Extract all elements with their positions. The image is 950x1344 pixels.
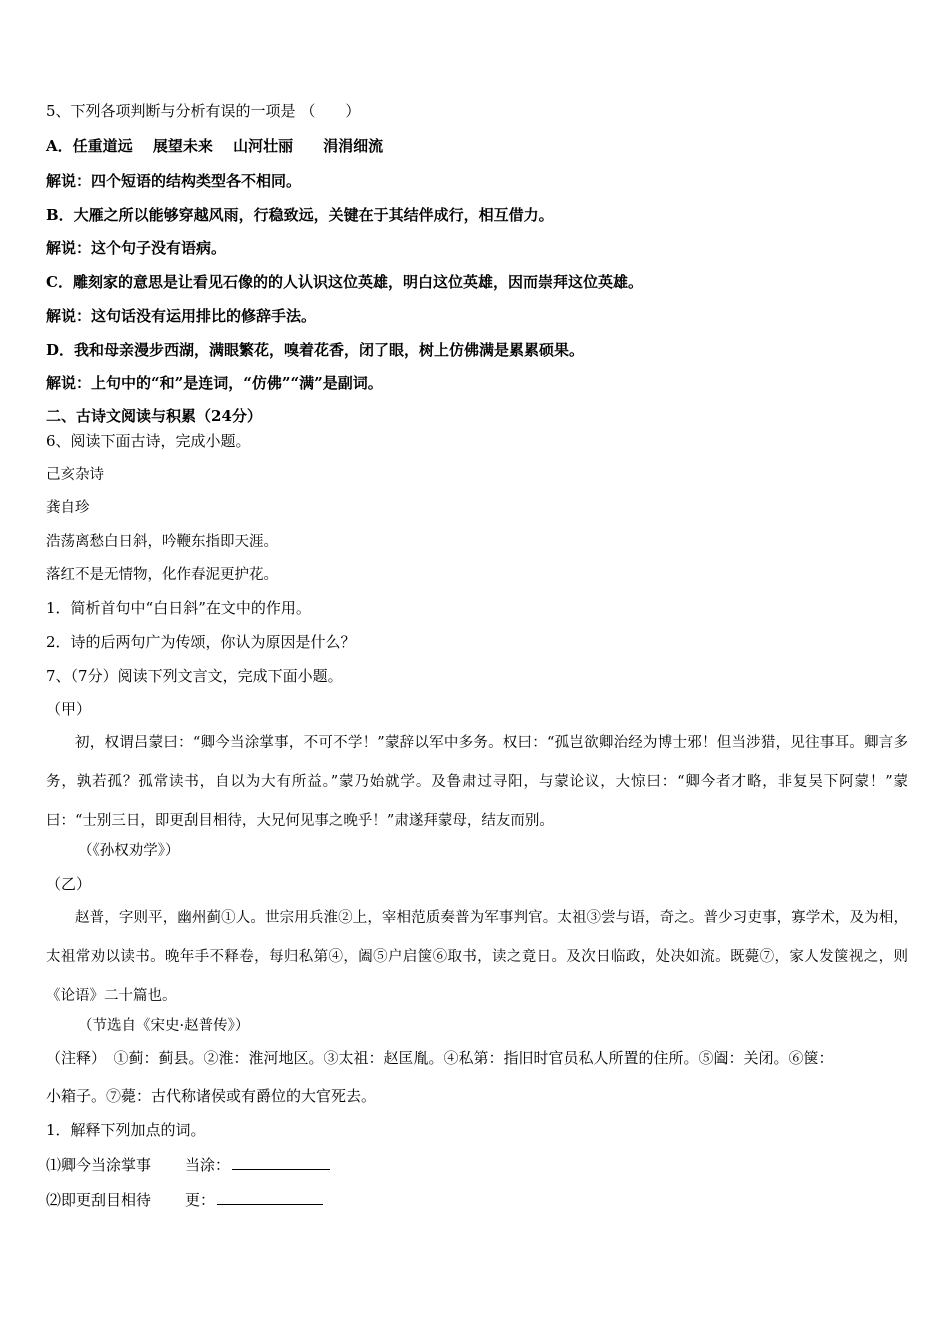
item-2-word: 更： [185,1191,216,1209]
poem-author: 龚自珍 [46,500,90,516]
poem-line-2: 落红不是无情物，化作春泥更护花。 [46,567,278,583]
q7-item-1 [46,1153,910,1175]
passage-jia-label: （甲） [46,700,92,718]
q5-explain-b: 解说：这个句子没有语病。 [46,239,227,257]
answer-blank-1[interactable] [232,1153,330,1170]
section-heading: 二、古诗文阅读与积累（24分） [46,407,262,425]
passage-yi-text: 赵普，字则平，幽州蓟①人。世宗用兵淮②上，宰相范质奏普为军事判官。太祖③尝与语，奇之。普少习吏事，寡学术，及为相，太祖常劝以读书。晚年手不释卷，每归私第④，阖⑤户启箧⑥取书，读之竟日。及次日临政，处决如流。既薨⑦，家人发箧视之，则《论语》二十篇也。 [46,910,908,1004]
q5-explain-a: 解说：四个短语的结构类型各不相同。 [46,172,302,190]
passage-yi-source: （节选自《宋史·赵普传》） [78,1018,250,1034]
passage-jia-source: （《孙权劝学》） [78,843,180,859]
q5-option-b: B．大雁之所以能够穿越风雨，行稳致远，关键在于其结伴成行，相互借力。 [46,206,554,224]
q6-stem: 6、阅读下面古诗，完成小题。 [46,432,251,450]
q6-sub-1: 1．简析首句中“白日斜”在文中的作用。 [46,599,311,617]
answer-blank-2[interactable] [217,1188,323,1205]
q7-stem: 7、（7分）阅读下列文言文，完成下面小题。 [46,667,343,685]
item-2-text: ⑵即更刮目相待 [46,1191,152,1209]
q5-option-a: A．任重道远 展望未来 山河壮丽 涓涓细流 [46,137,384,155]
passage-yi-label: （乙） [46,875,92,893]
q7-item-2 [46,1188,910,1210]
q6-sub-2: 2．诗的后两句广为传颂，你认为原因是什么？ [46,633,356,651]
q5-option-c: C．雕刻家的意思是让看见石像的的人认识这位英雄，明白这位英雄，因而崇拜这位英雄。 [46,273,643,291]
q7-sub-1: 1．解释下列加点的词。 [46,1121,206,1139]
q5-explain-d: 解说：上句中的“和”是连词，“仿佛”“满”是副词。 [46,374,383,392]
q5-explain-c: 解说：这句话没有运用排比的修辞手法。 [46,307,317,325]
notes-line-2: 小箱子。⑦薨：古代称诸侯或有爵位的大官死去。 [46,1087,377,1105]
poem-title: 己亥杂诗 [46,467,104,483]
passage-jia-text: 初，权谓吕蒙曰：“卿今当涂掌事，不可不学！”蒙辞以军中多务。权曰：“孤岂欲卿治经为博士邪！但当涉猎，见往事耳。卿言多务，孰若孤？孤常读书，自以为大有所益。”蒙乃始就学。及鲁肃过寻阳，与蒙论议，大惊曰：“卿今者才略，非复吴下阿蒙！”蒙曰：“士别三日，即更刮目相待，大兄何见事之晚乎！”肃遂拜蒙母，结友而别。 [46,735,908,829]
item-1-word: 当涂： [185,1156,231,1174]
item-1-text: ⑴卿今当涂掌事 [46,1156,152,1174]
q5-stem: 5、下列各项判断与分析有误的一项是 （ ） [46,102,361,120]
q5-option-d: D．我和母亲漫步西湖，满眼繁花，嗅着花香，闭了眼，树上仿佛满是累累硕果。 [46,341,585,359]
notes-line-1: （注释） ①蓟：蓟县。②淮：淮河地区。③太祖：赵匡胤。④私第：指旧时官员私人所置的住所。⑤阖：关闭。⑥箧： [46,1049,834,1067]
poem-line-1: 浩荡离愁白日斜，吟鞭东指即天涯。 [46,534,278,550]
